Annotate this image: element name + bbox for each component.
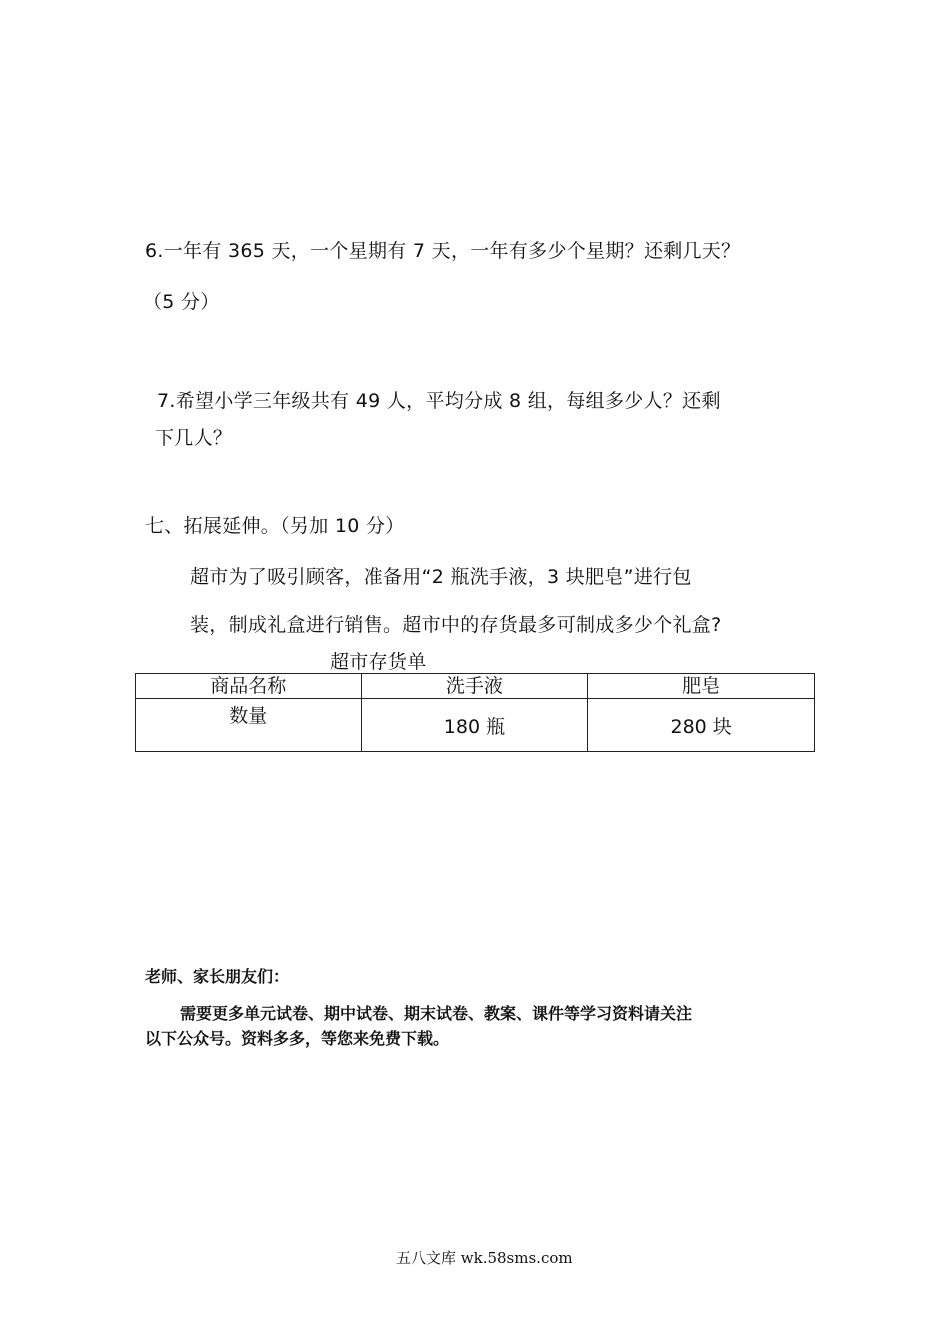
notice-title: 老师、家长朋友们： [145, 967, 290, 986]
table-header-row [136, 674, 815, 699]
table-caption: 超市存货单 [330, 651, 427, 673]
table-cell: 180 瓶 [361, 699, 588, 752]
table-row [136, 699, 815, 752]
section-paragraph-line1: 超市为了吸引顾客，准备用“2 瓶洗手液，3 块肥皂”进行包 [190, 566, 692, 588]
section-heading: 七、拓展延伸。（另加 10 分） [145, 515, 405, 537]
table-header-cell: 商品名称 [136, 674, 362, 699]
question-6-line1: 6.一年有 365 天，一个星期有 7 天，一年有多少个星期？还剩几天？ [145, 240, 741, 262]
table-header-cell: 洗手液 [361, 674, 588, 699]
question-7-line2: 下几人？ [155, 427, 233, 449]
table-cell: 数量 [136, 699, 362, 752]
section-paragraph-line2: 装，制成礼盒进行销售。超市中的存货最多可制成多少个礼盒? [190, 614, 722, 636]
notice-line2: 以下公众号。资料多多，等您来免费下载。 [145, 1029, 450, 1048]
question-7-line1: 7.希望小学三年级共有 49 人，平均分成 8 组，每组多少人？还剩 [157, 390, 721, 412]
footer-watermark: 五八文库 wk.58sms.com [396, 1249, 573, 1267]
inventory-table [135, 673, 815, 752]
table-cell: 280 块 [588, 699, 815, 752]
question-6-line2: （5 分） [143, 291, 220, 313]
notice-line1: 需要更多单元试卷、期中试卷、期末试卷、教案、课件等学习资料请关注 [180, 1004, 693, 1023]
table-header-cell: 肥皂 [588, 674, 815, 699]
